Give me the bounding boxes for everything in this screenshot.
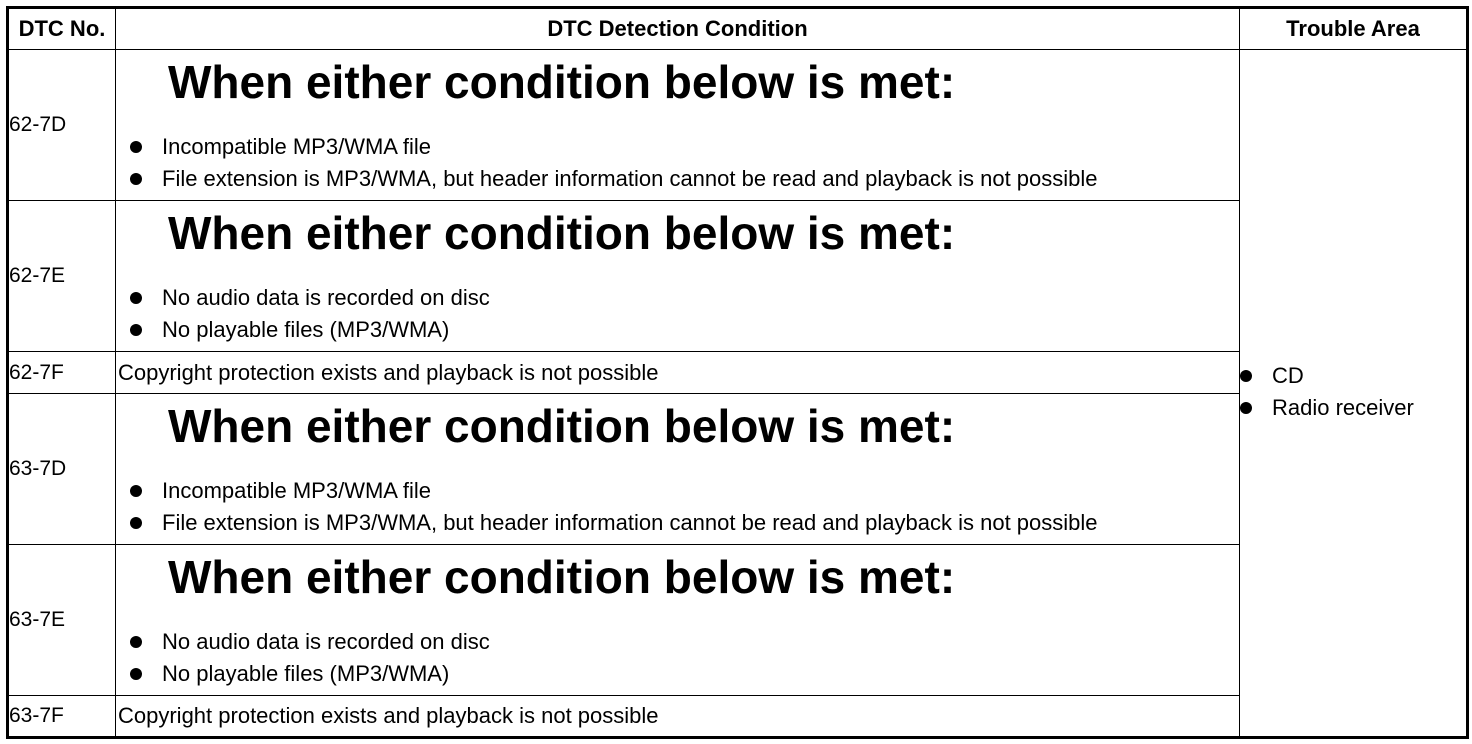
bullet-icon [1240, 370, 1252, 382]
condition-headline: When either condition below is met: [168, 56, 956, 108]
condition-text: File extension is MP3/WMA, but header information cannot be read and playback is not possible [162, 166, 1098, 191]
header-row [8, 8, 1468, 50]
condition-headline: When either condition below is met: [168, 400, 956, 452]
condition-headline: When either condition below is met: [168, 207, 956, 259]
bullet-icon [130, 668, 142, 680]
trouble-area-text: Radio receiver [1272, 395, 1414, 420]
list-item [130, 163, 1239, 195]
list-item [1240, 392, 1466, 424]
trouble-area-text: CD [1272, 363, 1304, 388]
dtc-code: 62-7D [8, 50, 116, 201]
bullet-icon [1240, 402, 1252, 414]
detection-condition [116, 201, 1240, 352]
dtc-code: 63-7E [8, 545, 116, 696]
condition-list [116, 626, 1239, 692]
condition-text: File extension is MP3/WMA, but header information cannot be read and playback is not possible [162, 510, 1098, 535]
condition-text: Incompatible MP3/WMA file [162, 478, 431, 503]
trouble-area-cell [1240, 50, 1468, 738]
bullet-icon [130, 324, 142, 336]
condition-text: No audio data is recorded on disc [162, 285, 490, 310]
list-item [130, 658, 1239, 690]
condition-text: No playable files (MP3/WMA) [162, 317, 450, 342]
list-item [130, 131, 1239, 163]
condition-text: Copyright protection exists and playback is not possible [118, 703, 659, 728]
condition-text: No audio data is recorded on disc [162, 629, 490, 654]
condition-list [116, 282, 1239, 348]
header-dtc-no: DTC No. [8, 8, 116, 50]
bullet-icon [130, 141, 142, 153]
list-item [130, 314, 1239, 346]
bullet-icon [130, 636, 142, 648]
bullet-icon [130, 485, 142, 497]
detection-condition [116, 696, 1240, 738]
dtc-code: 62-7E [8, 201, 116, 352]
condition-text: No playable files (MP3/WMA) [162, 661, 450, 686]
table-row [8, 50, 1468, 201]
list-item [130, 282, 1239, 314]
detection-condition [116, 545, 1240, 696]
bullet-icon [130, 292, 142, 304]
condition-list [116, 475, 1239, 541]
condition-list [116, 131, 1239, 197]
detection-condition [116, 394, 1240, 545]
trouble-area-list [1240, 360, 1466, 426]
condition-text: Incompatible MP3/WMA file [162, 134, 431, 159]
dtc-table [6, 6, 1469, 739]
list-item [1240, 360, 1466, 392]
bullet-icon [130, 517, 142, 529]
detection-condition [116, 352, 1240, 394]
header-trouble-area: Trouble Area [1240, 8, 1468, 50]
list-item [130, 475, 1239, 507]
list-item [130, 626, 1239, 658]
dtc-code: 63-7D [8, 394, 116, 545]
bullet-icon [130, 173, 142, 185]
condition-headline: When either condition below is met: [168, 551, 956, 603]
condition-text: Copyright protection exists and playback is not possible [118, 359, 659, 385]
dtc-code: 62-7F [8, 352, 116, 394]
detection-condition [116, 50, 1240, 201]
dtc-code: 63-7F [8, 696, 116, 738]
list-item [130, 507, 1239, 539]
header-detection-condition: DTC Detection Condition [116, 8, 1240, 50]
